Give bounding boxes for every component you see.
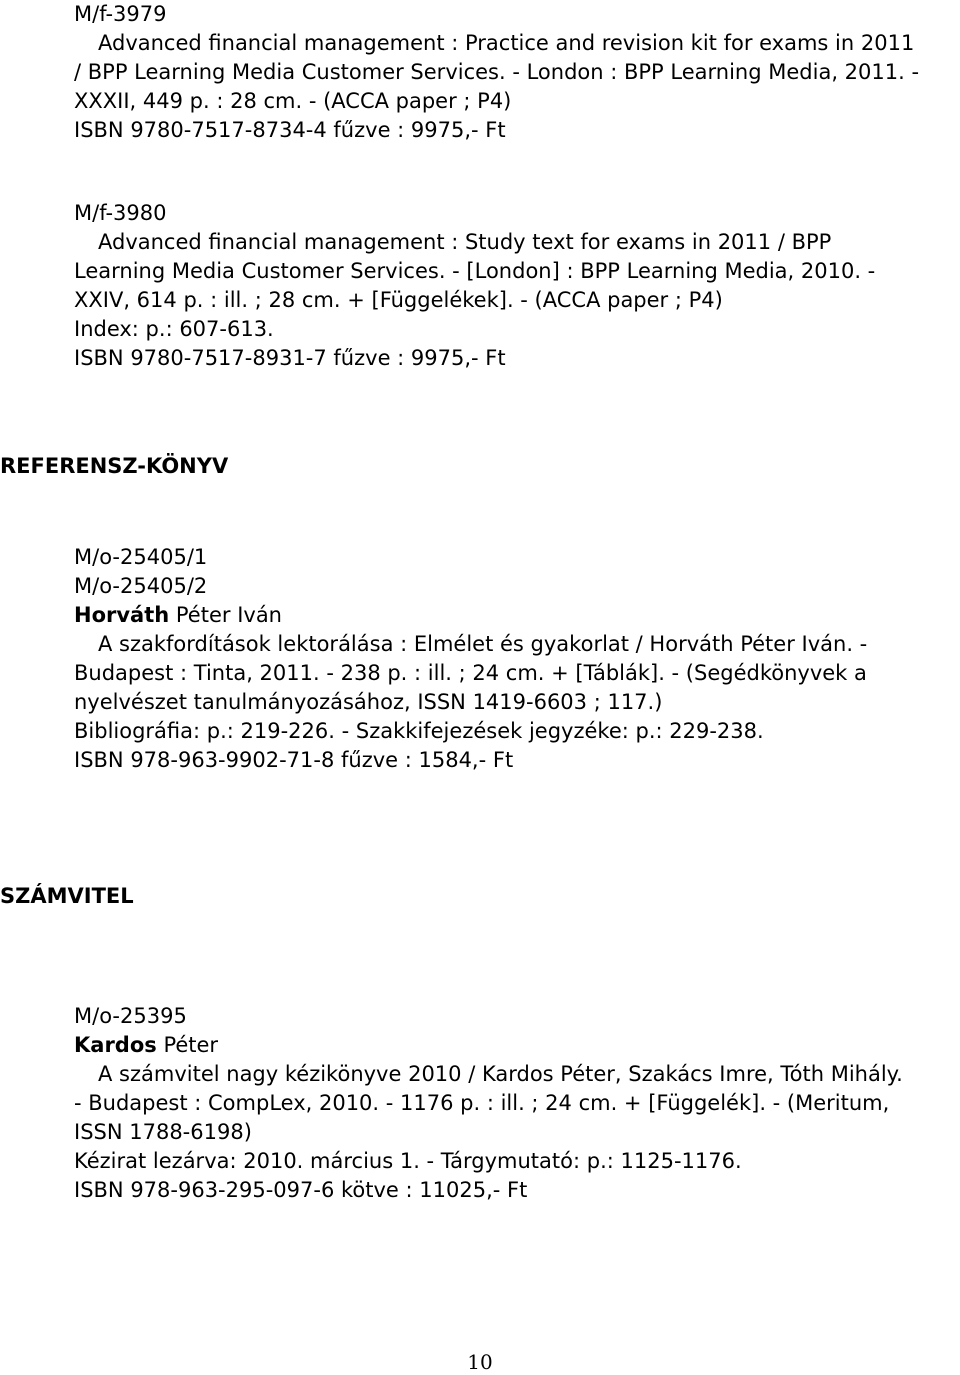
series-line: nyelvészet tanulmányozásához, ISSN 1419-6603 ; 117.) [74,690,663,714]
publication-line: Learning Media Customer Services. - [London] : BPP Learning Media, 2010. - [74,259,876,283]
isbn-line: ISBN 9780-7517-8734-4 fűzve : 9975,- Ft [74,118,506,142]
collation-line: XXIV, 614 p. : ill. ; 28 cm. + [Függelékek]. - (ACCA paper ; P4) [74,288,723,312]
catalog-entry-m-o-25395 [74,1002,952,1205]
shelfmark: M/f-3980 [74,201,167,225]
section-heading-accounting: SZÁMVITEL [0,884,134,908]
page-number: 10 [467,1350,493,1374]
publication-line: Budapest : Tinta, 2011. - 238 p. : ill. ; 24 cm. + [Táblák]. - (Segédkönyvek a [74,661,867,685]
notes-line: Kézirat lezárva: 2010. március 1. - Tárgymutató: p.: 1125-1176. [74,1149,742,1173]
author-surname: Horváth [74,603,170,627]
isbn-line: ISBN 978-963-295-097-6 kötve : 11025,- Ft [74,1178,528,1202]
author-heading [74,1031,952,1060]
publication-line: - Budapest : CompLex, 2010. - 1176 p. : ill. ; 24 cm. + [Függelék]. - (Meritum, [74,1091,890,1115]
catalog-entry-m-f-3979 [74,0,952,145]
shelfmark: M/f-3979 [74,2,167,26]
author-surname: Kardos [74,1033,157,1057]
catalog-entry-m-f-3980 [74,199,952,373]
author-heading [74,601,952,630]
title-line: Advanced financial management : Study text for exams in 2011 / BPP [98,230,832,254]
isbn-line: ISBN 978-963-9902-71-8 fűzve : 1584,- Ft [74,748,514,772]
publication-line: / BPP Learning Media Customer Services. - London : BPP Learning Media, 2011. - [74,60,920,84]
section-heading-reference: REFERENSZ-KÖNYV [0,454,229,478]
shelfmark: M/o-25395 [74,1004,187,1028]
author-forenames: Péter Iván [169,603,282,627]
series-line: ISSN 1788-6198) [74,1120,252,1144]
shelfmark: M/o-25405/2 [74,574,208,598]
catalog-entry-m-o-25405 [74,543,952,775]
isbn-line: ISBN 9780-7517-8931-7 fűzve : 9975,- Ft [74,346,506,370]
title-line: A szakfordítások lektorálása : Elmélet és gyakorlat / Horváth Péter Iván. - [98,632,868,656]
title-line: Advanced financial management : Practice and revision kit for exams in 2011 [98,31,915,55]
collation-line: XXXII, 449 p. : 28 cm. - (ACCA paper ; P4) [74,89,512,113]
index-line: Index: p.: 607-613. [74,317,274,341]
title-line: A számvitel nagy kézikönyve 2010 / Kardos Péter, Szakács Imre, Tóth Mihály. [98,1062,903,1086]
author-forenames: Péter [156,1033,219,1057]
shelfmark: M/o-25405/1 [74,545,208,569]
notes-line: Bibliográfia: p.: 219-226. - Szakkifejezések jegyzéke: p.: 229-238. [74,719,764,743]
